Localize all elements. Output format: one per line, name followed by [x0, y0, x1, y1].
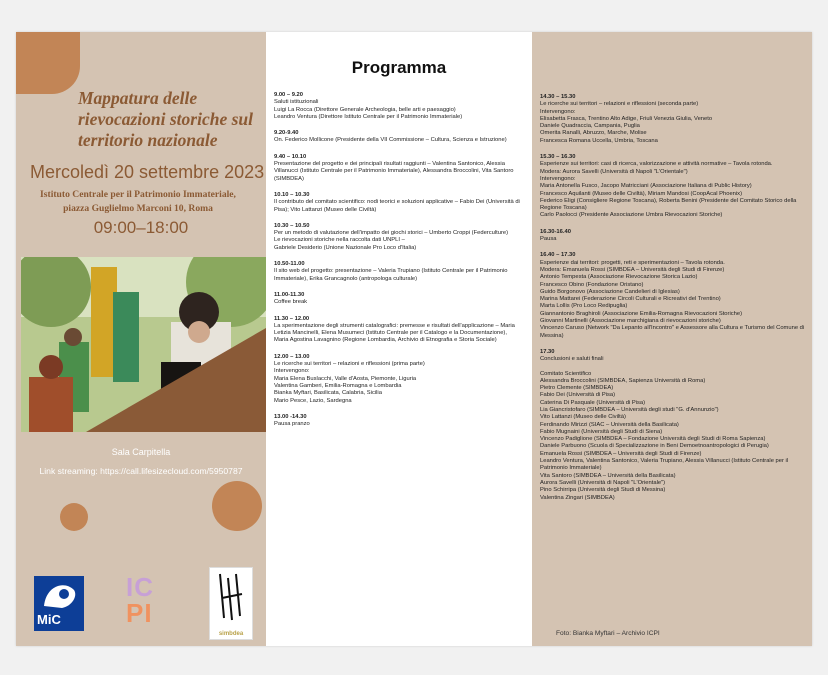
schedule-time: 9.00 – 9.20 — [274, 92, 304, 98]
event-venue — [28, 188, 248, 216]
schedule-block — [540, 154, 808, 220]
schedule-line: Il sito web del progetto: presentazione – Valeria Trupiano (Istituto Centrale per il Patrimonio Immateriale), Erika Grancagnolo (antropologa culturale) — [274, 268, 508, 282]
committee-member: Fabio Dei (Università di Pisa) — [540, 392, 616, 399]
committee-member: Daniele Parbuono (Scuola di Specializzazione in Beni Demoetnoantropologici di Perugia) — [540, 443, 769, 450]
schedule-line: Valentina Gamberi, Emilia-Romagna e Lombardia — [274, 382, 402, 389]
schedule-line: Intervengono: — [540, 108, 576, 115]
schedule-line: Daniele Quadraccia, Campania, Puglia — [540, 123, 640, 130]
schedule-line: Marina Mattarei (Federazione Circoli Culturali e Ricreativi del Trentino) — [540, 296, 721, 303]
schedule-line: Esperienze sui territori: casi di ricerca, valorizzazione e attività normative – Tavola rotonda. — [540, 161, 773, 168]
event-time: 09:00–18:00 — [93, 218, 189, 237]
committee-member: Alessandra Broccolini (SIMBDEA, Sapienza Università di Roma) — [540, 377, 706, 384]
schedule-line: Leandro Ventura (Direttore Istituto Centrale per il Patrimonio Immateriale) — [274, 113, 463, 120]
schedule-line: Intervengono: — [540, 175, 576, 182]
schedule-line: Gabriele Desiderio (Unione Nazionale Pro Loco d'Italia) — [274, 244, 417, 251]
schedule-time: 15.30 – 16.30 — [540, 154, 576, 161]
schedule-time: 10.50-11.00 — [274, 261, 305, 268]
schedule-line: Vincenzo Caruso (Network "Da Lepanto all'Incontro" e Assessore alla Cultura e Turismo del Comune di Messina) — [540, 325, 805, 339]
schedule-time: 12.00 – 13.00 — [274, 353, 310, 360]
icpi-logo-top: IC — [126, 572, 154, 602]
schedule-block — [540, 252, 808, 340]
mic-emblem-icon — [34, 576, 84, 616]
schedule-line: Le rievocazioni storiche nella raccolta dati UNPLI – — [274, 237, 405, 244]
event-date: Mercoledì 20 settembre 2023 — [30, 162, 265, 182]
committee-member: Lia Giancristofaro (SIMBDEA – Università degli studi "G. d'Annunzio") — [540, 406, 719, 413]
photo-credit: Foto: Bianka Myftari – Archivio ICPI — [556, 630, 660, 637]
schedule-line: Le ricerche sui territori – relazioni e riflessioni (seconda parte) — [540, 101, 699, 108]
schedule-line: La sperimentazione degli strumenti catalografici: premesse e risultati dell'applicazione – Maria Letizia Mancinelli, Elena Musumeci (Istituto Centrale per il Catalogo e la Documentazione), — [274, 322, 515, 337]
schedule-line: Carlo Paolocci (Presidente Associazione Umbra Rievocazioni Storiche) — [540, 212, 723, 219]
schedule-line: Saluti istituzionali — [274, 99, 319, 106]
schedule-block — [540, 349, 808, 364]
small-circle-decoration — [60, 503, 88, 531]
simbdea-logo — [209, 567, 253, 640]
room-name: Sala Carpitella — [111, 447, 171, 457]
schedule-line: Francesco Aquilanti (Museo delle Civiltà), Miriam Mandosi (CoopAcal Phoenix) — [540, 190, 743, 197]
committee-member: Emanuela Rossi (SIMBDEA – Università degli Studi di Firenze) — [540, 450, 702, 457]
schedule-line: Intervengono: — [274, 368, 310, 375]
large-circle-decoration — [212, 481, 262, 531]
schedule-block — [274, 316, 528, 345]
schedule-line: Presentazione del progetto e dei principali risultati raggiunti – Valentina Santonico, Alessia Villanucci (Istituto Centrale per il Patrimonio Immateriale), Alessandra Broccolini, Vita Santoro (SIMBDEA) — [274, 161, 514, 182]
schedule-line: Modera: Aurora Savelli (Università di Napoli "L'Orientale") — [540, 168, 688, 175]
schedule-line: Coffee break — [274, 299, 308, 306]
schedule-line: Luigi La Rocca (Direttore Generale Archeologia, belle arti e paesaggio) — [274, 106, 456, 113]
schedule-line: Marta Lollis (Pro Loco Redipuglia) — [540, 303, 628, 310]
committee-title: Comitato Scientifico — [540, 370, 592, 377]
mic-logo — [34, 576, 84, 631]
schedule-time: 10.30 – 10.50 — [274, 222, 310, 229]
schedule-time: 17.30 — [540, 348, 555, 355]
schedule-line: Conclusioni e saluti finali — [540, 356, 604, 363]
committee-member: Leandro Ventura, Valentina Santonico, Valeria Trupiano, Alessia Villanucci (Istituto Centrale per il Patrimonio Immateriale) — [540, 458, 789, 472]
schedule-line: Omerita Ranalli, Abruzzo, Marche, Molise — [540, 130, 647, 137]
committee-member: Pino Schirripa (Università degli Studi di Messina) — [540, 487, 666, 494]
committee-member: Pietro Clemente (SIMBDEA) — [540, 385, 614, 392]
schedule-block — [274, 192, 528, 214]
schedule-block — [274, 354, 528, 405]
schedule-time: 10.10 – 10.30 — [274, 191, 310, 198]
schedule-line: Guido Borgonovo (Associazione Candelieri di Iglesias) — [540, 288, 680, 295]
afternoon-panel — [532, 32, 812, 646]
committee-member: Fabio Mugnaini (Università degli Studi di Siena) — [540, 428, 663, 435]
committee-member: Aurora Savelli (Università di Napoli "L'Orientale") — [540, 479, 666, 486]
schedule-line: Antonio Tempesta (Associazione Rievocazione Storica Lazio) — [540, 274, 698, 281]
schedule-line: Modera: Emanuela Rossi (SIMBDEA – Università degli Studi di Firenze) — [540, 266, 725, 273]
mic-logo-text: MiC — [37, 612, 61, 627]
event-flyer — [16, 32, 812, 646]
schedule-time: 11.30 – 12.00 — [274, 315, 310, 322]
venue-line-1: Istituto Centrale per il Patrimonio Immateriale, — [40, 189, 236, 200]
event-title: Mappatura delle rievocazioni storiche sul territorio nazionale — [78, 88, 254, 150]
schedule-line: Per un metodo di valutazione dell'impatto dei giochi storici – Umberto Croppi (Federculture) — [274, 230, 509, 237]
schedule-line: Maria Agostina Lavagnino (Regione Lombardia, Archivio di Etnografia e Storia Sociale) — [274, 337, 497, 344]
schedule-block — [274, 92, 528, 121]
committee-member: Vincenzo Padiglione (SIMBDEA – Fondazione Università degli Studi di Roma Sapienza) — [540, 436, 766, 443]
icpi-logo — [126, 574, 170, 626]
corner-decoration — [16, 32, 80, 94]
schedule-block — [274, 154, 528, 183]
photo-illustration — [21, 257, 266, 432]
streaming-link[interactable]: Link streaming: https://call.lifesizecloud.com/5950787 — [39, 466, 243, 476]
programme-list — [274, 92, 528, 437]
committee-member: Vita Santoro (SIMBDEA – Università della Basilicata) — [540, 472, 676, 479]
schedule-time: 9.20-9.40 — [274, 130, 299, 137]
schedule-time: 14.30 – 15.30 — [540, 94, 576, 100]
schedule-time: 13.00 -14.30 — [274, 413, 307, 420]
schedule-line: Esperienze dai territori: progetti, reti e sperimentazioni – Tavola rotonda. — [540, 259, 725, 266]
schedule-line: On. Federico Mollicone (Presidente della VII Commissione – Cultura, Scienza e Istruzione) — [274, 137, 507, 144]
schedule-time: 11.00-11.30 — [274, 291, 305, 298]
programme-panel — [266, 32, 532, 646]
schedule-block — [274, 261, 528, 283]
schedule-block — [540, 94, 808, 145]
schedule-line: Maria Elena Buslacchi, Valle d'Aosta, Piemonte, Liguria — [274, 375, 417, 382]
schedule-line: Elisabetta Frasca, Trentino Alto Adige, Friuli Venezia Giulia, Veneto — [540, 115, 713, 122]
schedule-time: 9.40 – 10.10 — [274, 153, 307, 160]
schedule-line: Mario Pesce, Lazio, Sardegna — [274, 397, 352, 404]
schedule-line: Bianka Myftari, Basilicata, Calabria, Sicilia — [274, 390, 382, 397]
schedule-time: 16.40 – 17.30 — [540, 252, 576, 259]
schedule-line: Federico Eligi (Consigliere Regione Toscana), Roberta Benini (Presidente del Comitato Storico della Regione Toscana) — [540, 197, 797, 212]
simbdea-logo-text: simbdea — [218, 631, 244, 637]
committee-member: Vito Lattanzi (Museo delle Civiltà) — [540, 414, 626, 421]
schedule-line: Giovanni Martinelli (Associazione marchigiana di rievocazioni storiche) — [540, 318, 721, 325]
afternoon-programme-list — [540, 94, 808, 502]
simbdea-emblem-icon — [210, 568, 252, 626]
schedule-line: Francesco Obino (Fondazione Oristano) — [540, 281, 644, 288]
event-photo — [21, 257, 266, 432]
scientific-committee — [540, 371, 808, 502]
cover-panel — [16, 32, 266, 646]
venue-line-2: piazza Guglielmo Marconi 10, Roma — [63, 203, 213, 214]
committee-member: Valentina Zingari (SIMBDEA) — [540, 494, 615, 501]
schedule-line: Pausa pranzo — [274, 421, 310, 428]
schedule-block — [274, 223, 528, 252]
schedule-line: Le ricerche sui territori – relazioni e riflessioni (prima parte) — [274, 361, 425, 368]
schedule-block — [274, 414, 528, 429]
schedule-block — [274, 292, 528, 307]
schedule-line: Francesca Romana Uccella, Umbria, Toscana — [540, 137, 658, 144]
programme-heading: Programma — [351, 58, 447, 77]
schedule-block — [540, 229, 808, 244]
schedule-block — [274, 130, 528, 145]
schedule-line: Pausa — [540, 236, 557, 243]
committee-member: Caterina Di Pasquale (Università di Pisa) — [540, 399, 646, 406]
committee-member: Ferdinando Mirizzi (SIAC – Università della Basilicata) — [540, 421, 679, 428]
schedule-line: Giannantonio Braghiroli (Associazione Emilia-Romagna Rievocazioni Storiche) — [540, 310, 743, 317]
schedule-time: 16.30-16.40 — [540, 228, 571, 235]
schedule-line: Maria Antonella Fusco, Jacopo Matricciani (Associazione Italiana di Public History) — [540, 183, 752, 190]
icpi-logo-bottom: PI — [126, 598, 153, 628]
schedule-line: Il contributo del comitato scientifico: nodi teorici e soluzioni applicative – Fabio Dei (Università di Pisa); Vito Lattanzi (Museo delle Civiltà) — [274, 199, 520, 213]
